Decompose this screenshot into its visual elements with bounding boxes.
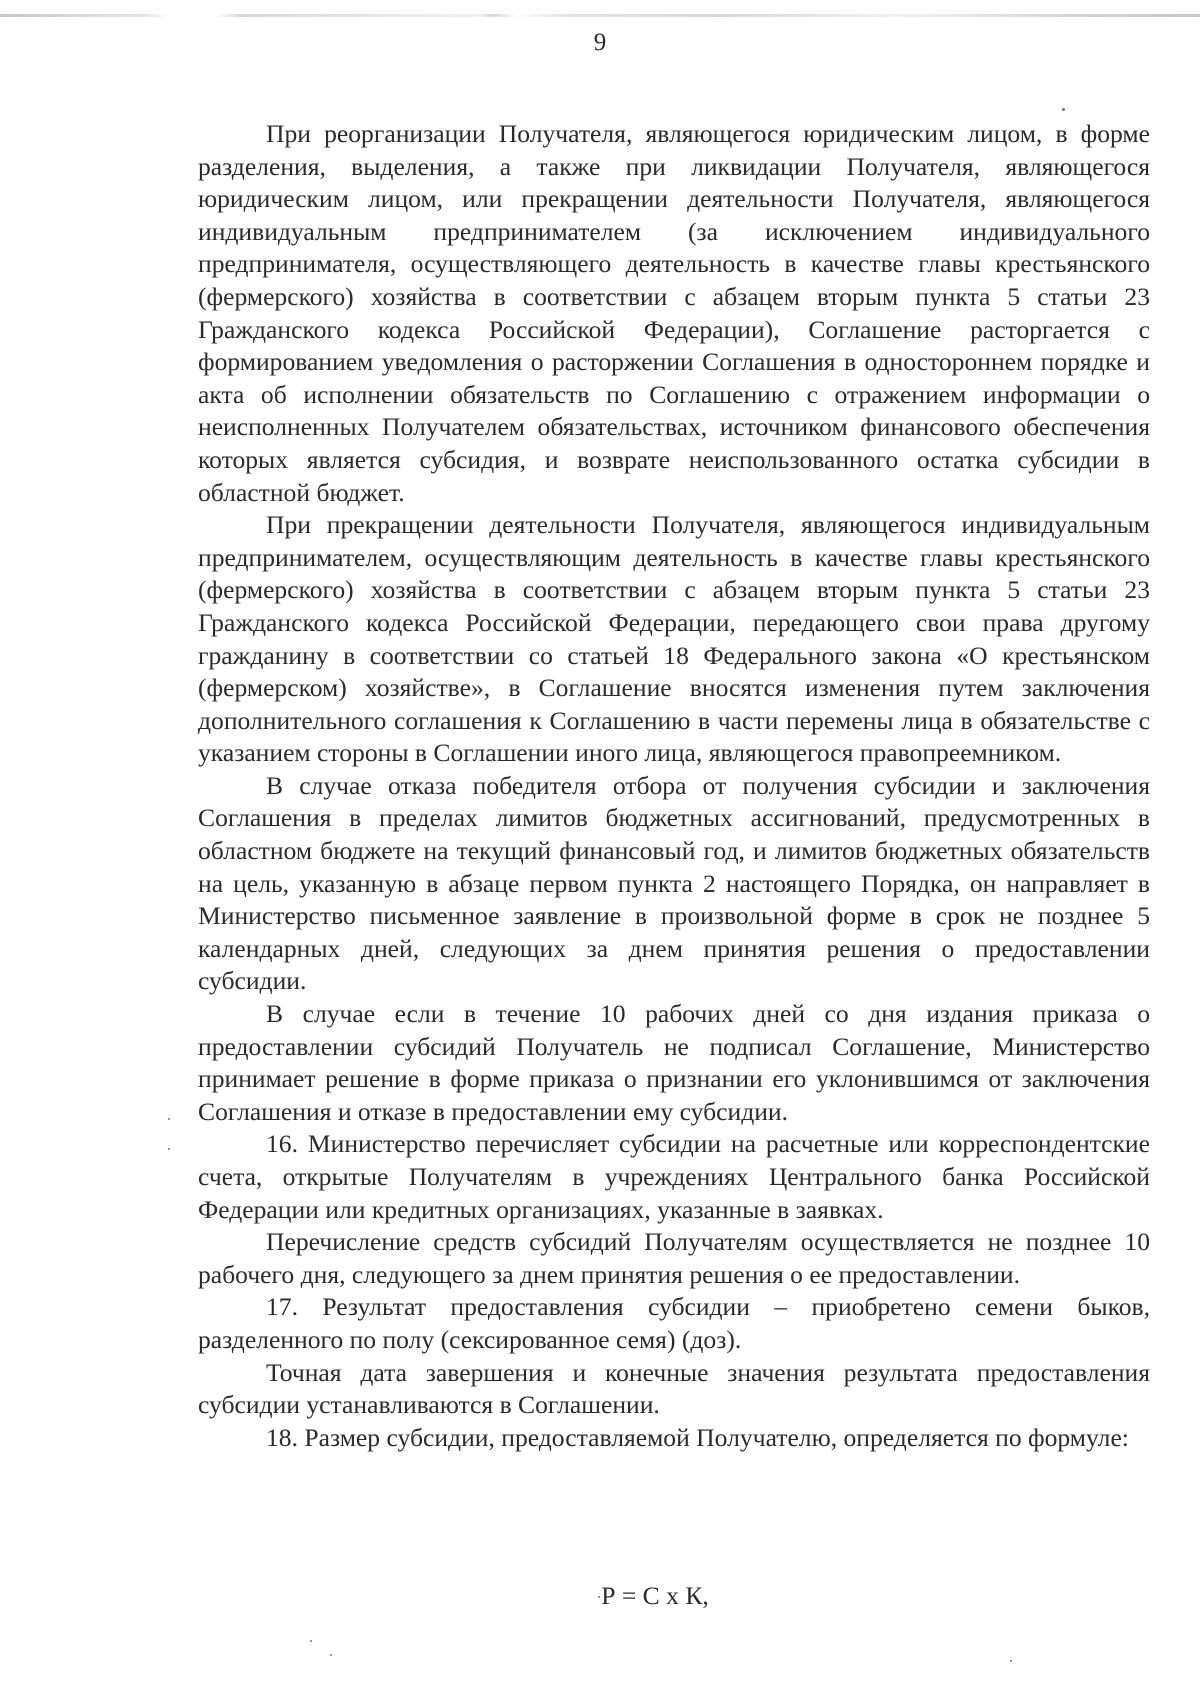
scan-edge-artifact	[0, 14, 1200, 17]
paragraph-item-17: 17. Результат предоставления субсидии – приобретено семени быков, разделенного по полу (сексированное семя) (доз).	[198, 1292, 1150, 1354]
document-body	[198, 118, 1150, 1454]
paragraph-result-date: Точная дата завершения и конечные значения результата предоставления субсидии устанавливаются в Соглашении.	[198, 1357, 1150, 1420]
paragraph-item-16: 16. Министерство перечисляет субсидии на расчетные или корреспондентские счета, открытые Получателям в учреждениях Центрального банка Российской Федерации или кредитных организациях, указанные в заявках.	[198, 1129, 1150, 1224]
scan-speck	[598, 1596, 600, 1598]
scan-speck	[310, 1640, 312, 1642]
paragraph-reorganization: При реорганизации Получателя, являющегося юридическим лицом, в форме разделения, выделения, а также при ликвидации Получателя, являющегося юридическим лицом, или прекращении деятельности Получателя, являющегося индивидуальным предпринимателем (за исключением индивидуального предпринимателя, осуществляющего деятельность в качестве главы крестьянского (фермерского) хозяйства в соответствии с абзацем вторым пункта 5 статьи 23 Гражданского кодекса Российской Федерации), Соглашение расторгается с формированием уведомления о расторжении Соглашения в одностороннем порядке и акта об исполнении обязательств по Соглашению с отражением информации о неисполненных Получателем обязательствах, источником финансового обеспечения которых является субсидия, и возврате неиспользованного остатка субсидии в областной бюджет.	[198, 119, 1150, 507]
paragraph-item-18: 18. Размер субсидии, предоставляемой Получателю, определяется по формуле:	[266, 1422, 1129, 1452]
scan-speck	[168, 1148, 170, 1150]
paragraph-refusal: В случае отказа победителя отбора от получения субсидии и заключения Соглашения в пределах лимитов бюджетных ассигнований, предусмотренных в областном бюджете на текущий финансовый год, и лимитов бюджетных обязательств на цель, указанную в абзаце первом пункта 2 настоящего Порядка, он направляет в Министерство письменное заявление в произвольной форме в срок не позднее 5 календарных дней, следующих за днем принятия решения о предоставлении субсидии.	[198, 770, 1150, 996]
scan-speck	[1010, 1660, 1012, 1662]
scan-speck	[168, 1118, 170, 1120]
scan-speck	[330, 1654, 332, 1656]
paragraph-termination: При прекращении деятельности Получателя, являющегося индивидуальным предпринимателем, осуществляющим деятельность в качестве главы крестьянского (фермерского) хозяйства в соответствии с абзацем вторым пункта 5 статьи 23 Гражданского кодекса Российской Федерации, передающего свои права другому гражданину в соответствии со статьей 18 Федерального закона «О крестьянском (фермерском) хозяйстве», в Соглашение вносятся изменения путем заключения дополнительного соглашения к Соглашению в части перемены лица в обязательстве с указанием стороны в Соглашении иного лица, являющегося правопреемником.	[198, 510, 1150, 768]
paragraph-transfer-deadline: Перечисление средств субсидий Получателям осуществляется не позднее 10 рабочего дня, следующего за днем принятия решения о ее предоставлении.	[198, 1227, 1150, 1289]
scan-speck	[1062, 108, 1065, 111]
page-number: 9	[593, 29, 607, 56]
subsidy-formula: Р = С х К,	[601, 1581, 709, 1610]
paragraph-unsigned-agreement: В случае если в течение 10 рабочих дней со дня издания приказа о предоставлении субсидий Получатель не подписал Соглашение, Министерство принимает решение в форме приказа о признании его уклонившимся от заключения Соглашения и отказе в предоставлении ему субсидии.	[198, 999, 1150, 1126]
